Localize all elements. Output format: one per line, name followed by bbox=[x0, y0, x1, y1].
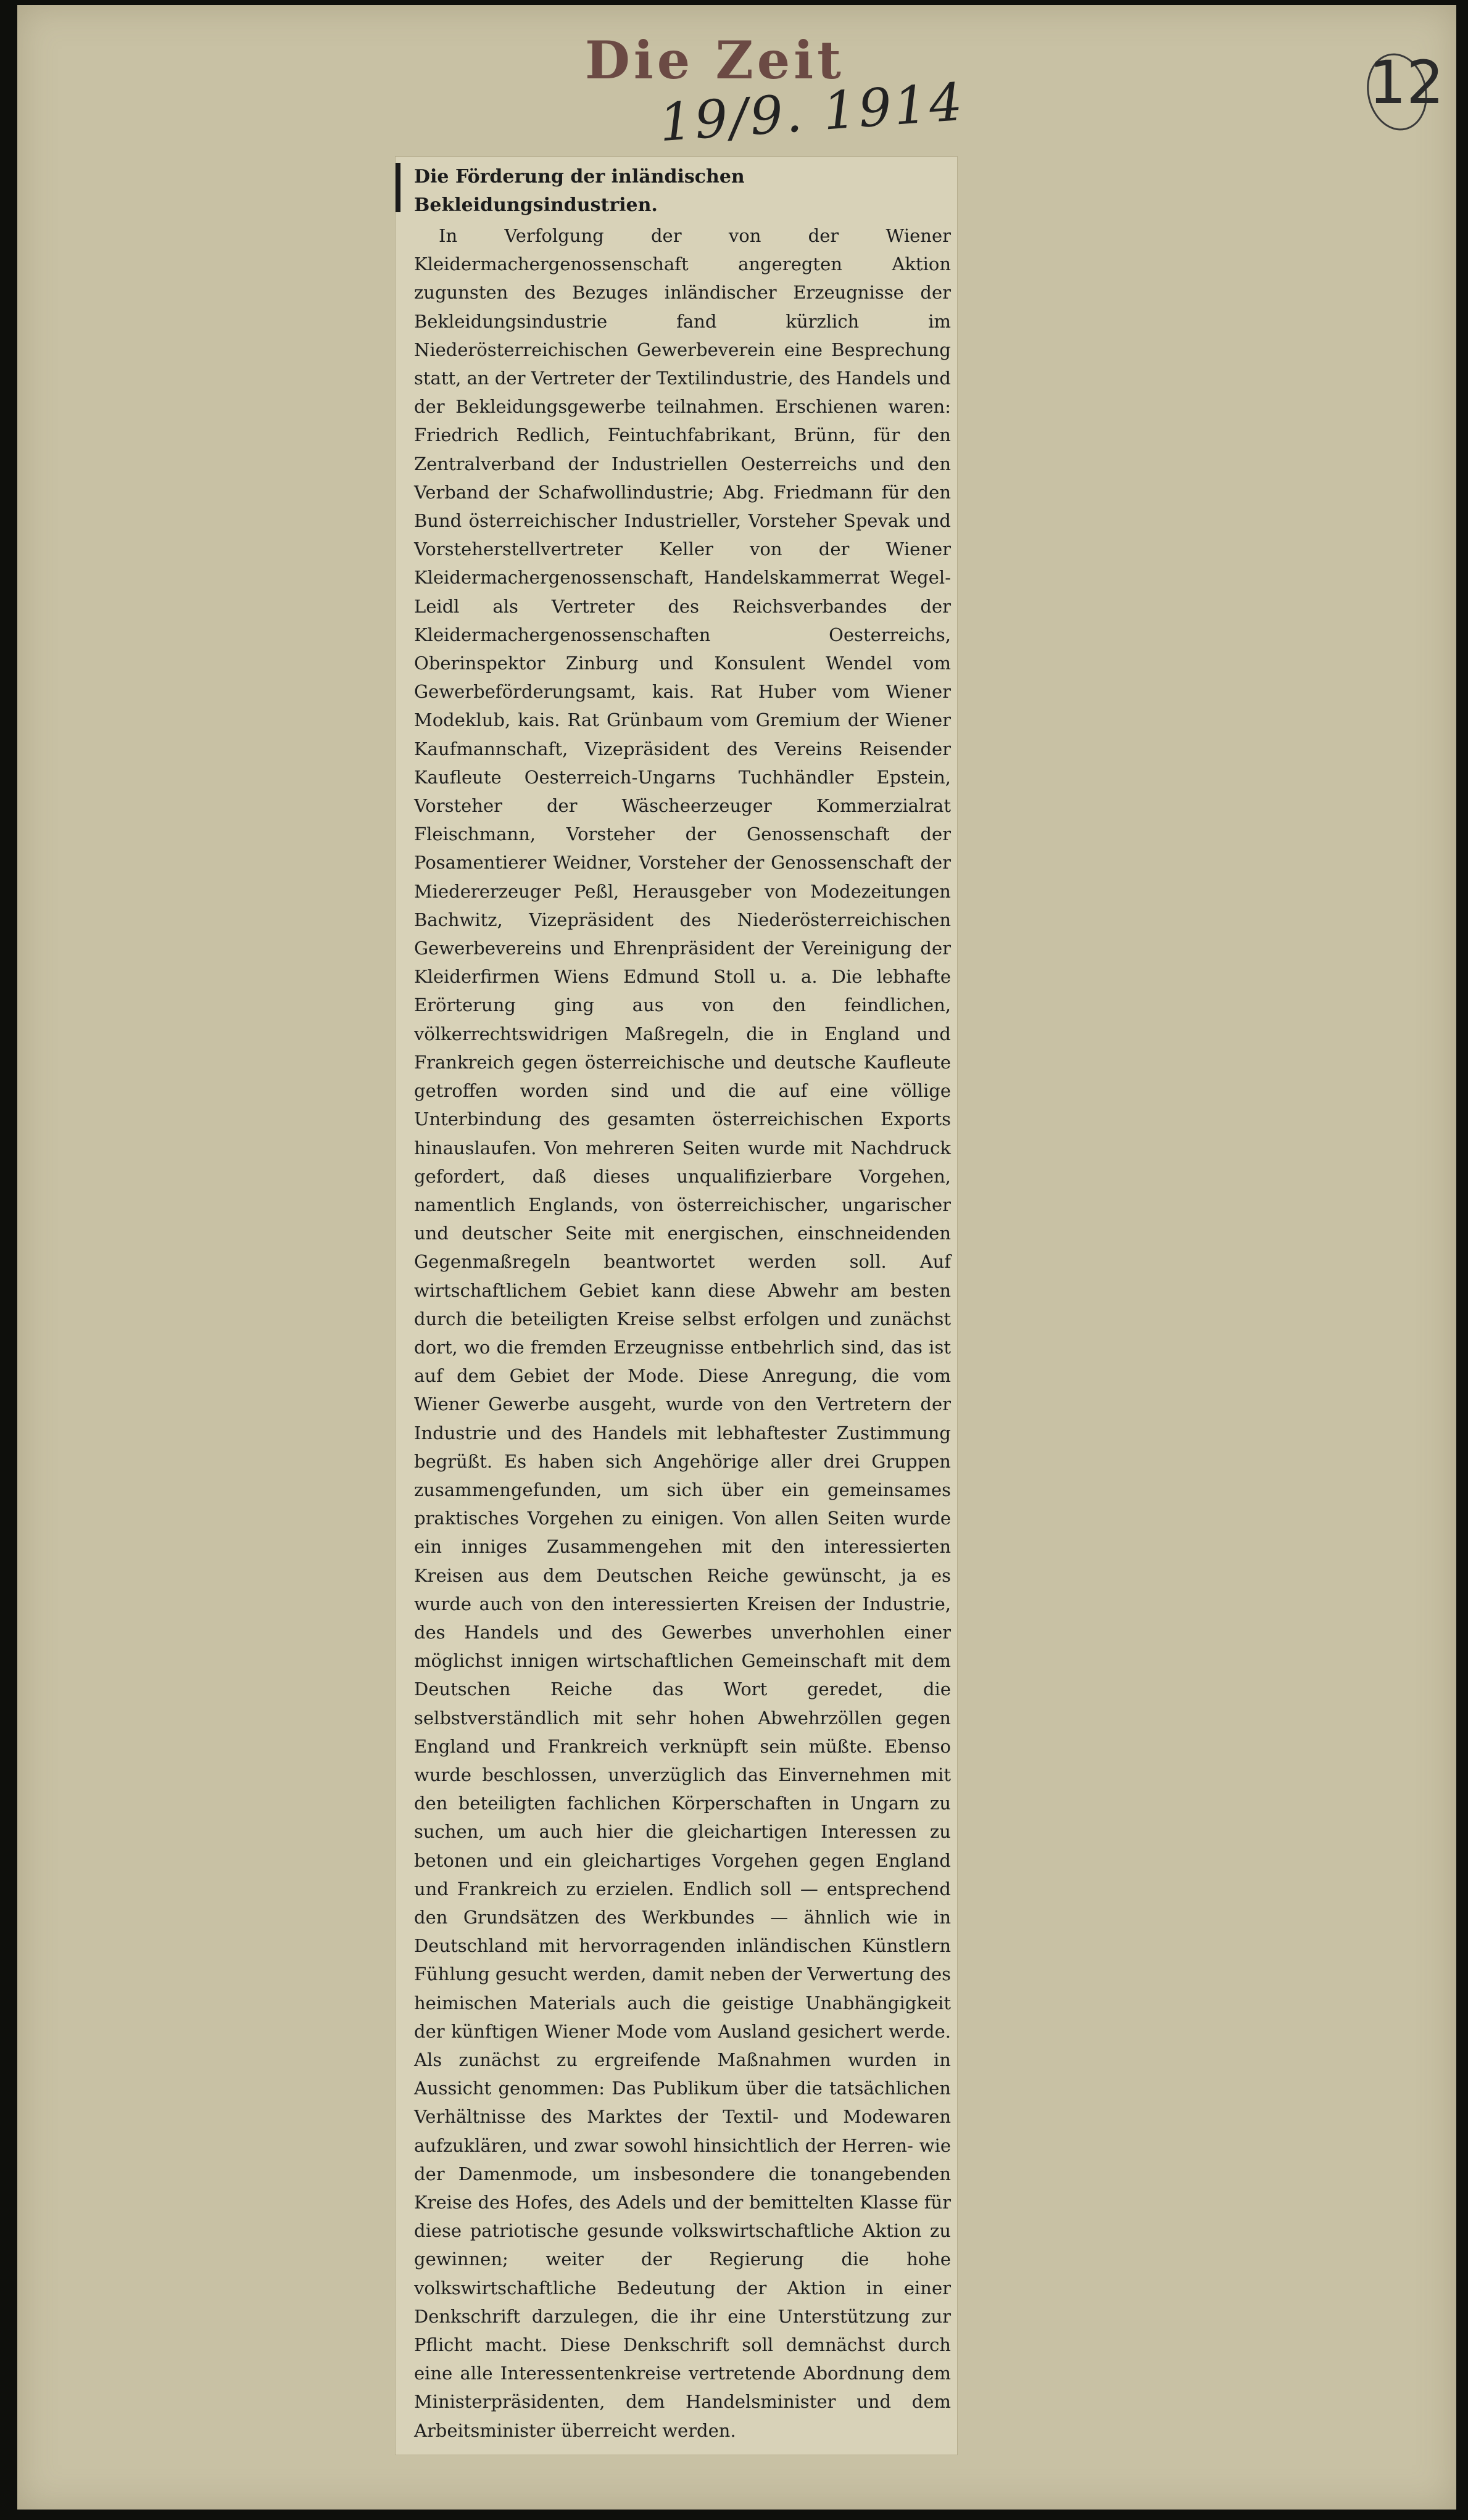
archive-sheet bbox=[17, 5, 1456, 2510]
column-marker bbox=[396, 163, 400, 212]
article-body: In Verfolgung der von der Wiener Kleidermachergenossenschaft angeregten Aktion zugunsten des Bezuges inländischer Erzeugnisse der Bekleidungsindustrie fand kürzlich im Niederösterreichischen Gewerbeverein eine Besprechung statt, an der Vertreter der Textilindustrie, des Handels und der Bekleidungsgewerbe teilnahmen. Erschienen waren: Friedrich Redlich, Feintuchfabrikant, Brünn, für den Zentralverband der Industriellen Oesterreichs und den Verband der Schafwollindustrie; Abg. Friedmann für den Bund österreichischer Industrieller, Vorsteher Spevak und Vorsteherstellvertreter Keller von der Wiener Kleidermachergenossenschaft, Handelskammerrat Wegel-Leidl als Vertreter des Reichsverbandes der Kleidermachergenossenschaften Oesterreichs, Oberinspektor Zinburg und Konsulent Wendel vom Gewerbeförderungsamt, kais. Rat Huber vom Wiener Modeklub, kais. Rat Grünbaum vom Gremium der Wiener Kaufmannschaft, Vizepräsident des Vereins Reisender Kaufleute Oesterreich-Ungarns Tuchhändler Epstein, Vorsteher der Wäscheerzeuger Kommerzialrat Fleischmann, Vorsteher der Genossenschaft der Posamentierer Weidner, Vorsteher der Genossenschaft der Miedererzeuger Peßl, Herausgeber von Modezeitungen Bachwitz, Vizepräsident des Niederösterreichischen Gewerbevereins und Ehrenpräsident der Vereinigung der Kleiderfirmen Wiens Edmund Stoll u. a. Die lebhafte Erörterung ging aus von den feindlichen, völkerrechtswidrigen Maßregeln, die in England und Frankreich gegen österreichische und deutsche Kaufleute getroffen worden sind und die auf eine völlige Unterbindung des gesamten österreichischen Exports hinauslaufen. Von mehreren Seiten wurde mit Nachdruck gefordert, daß dieses unqualifizierbare Vorgehen, namentlich Englands, von österreichischer, ungarischer und deutscher Seite mit energischen, einschneidenden Gegenmaßregeln beantwortet werden soll. Auf wirtschaftlichem Gebiet kann diese Abwehr am besten durch die beteiligten Kreise selbst erfolgen und zunächst dort, wo die fremden Erzeugnisse entbehrlich sind, das ist auf dem Gebiet der Mode. Diese Anregung, die vom Wiener Gewerbe ausgeht, wurde von den Vertretern der Industrie und des Handels mit lebhaftester Zustimmung begrüßt. Es haben sich Angehörige aller drei Gruppen zusammengefunden, um sich über ein gemeinsames praktisches Vorgehen zu einigen. Von allen Seiten wurde ein inniges Zusammengehen mit den interessierten Kreisen aus dem Deutschen Reiche gewünscht, ja es wurde auch von den interessierten Kreisen der Industrie, des Handels und des Gewerbes unverhohlen einer möglichst innigen wirtschaftlichen Gemeinschaft mit dem Deutschen Reiche das Wort geredet, die selbstverständlich mit sehr hohen Abwehrzöllen gegen England und Frankreich verknüpft sein müßte. Ebenso wurde beschlossen, unverzüglich das Einvernehmen mit den beteiligten fachlichen Körperschaften in Ungarn zu suchen, um auch hier die gleichartigen Interessen zu betonen und ein gleichartiges Vorgehen gegen England und Frankreich zu erzielen. Endlich soll — entsprechend den Grundsätzen des Werkbundes — ähnlich wie in Deutschland mit hervorragenden inländischen Künstlern Fühlung gesucht werden, damit neben der Verwertung des heimischen Materials auch die geistige Unabhängigkeit der künftigen Wiener Mode vom Ausland gesichert werde. Als zunächst zu ergreifende Maßnahmen wurden in Aussicht genommen: Das Publikum über die tatsächlichen Verhältnisse des Marktes der Textil- und Modewaren aufzuklären, und zwar sowohl hinsichtlich der Herren- wie der Damenmode, um insbesondere die tonangebenden Kreise des Hofes, des Adels und der bemittelten Klasse für diese patriotische gesunde volkswirtschaftliche Aktion zu gewinnen; weiter der Regierung die hohe volkswirtschaftliche Bedeutung der Aktion in einer Denkschrift darzulegen, die ihr eine Unterstützung zur Pflicht macht. Diese Denkschrift soll demnächst durch eine alle Interessentenkreise vertretende Abordnung dem Ministerpräsidenten, dem Handelsminister und dem Arbeitsminister überreicht werden. bbox=[414, 225, 951, 2441]
article-headline: Die Förderung der inländischen Bekleidungsindustrien. bbox=[414, 166, 745, 216]
newspaper-stamp: Die Zeit bbox=[585, 30, 845, 91]
newspaper-clipping bbox=[395, 156, 958, 2455]
folio-number: 12 bbox=[1369, 48, 1445, 117]
handwritten-date: 19/9. 1914 bbox=[657, 71, 967, 154]
